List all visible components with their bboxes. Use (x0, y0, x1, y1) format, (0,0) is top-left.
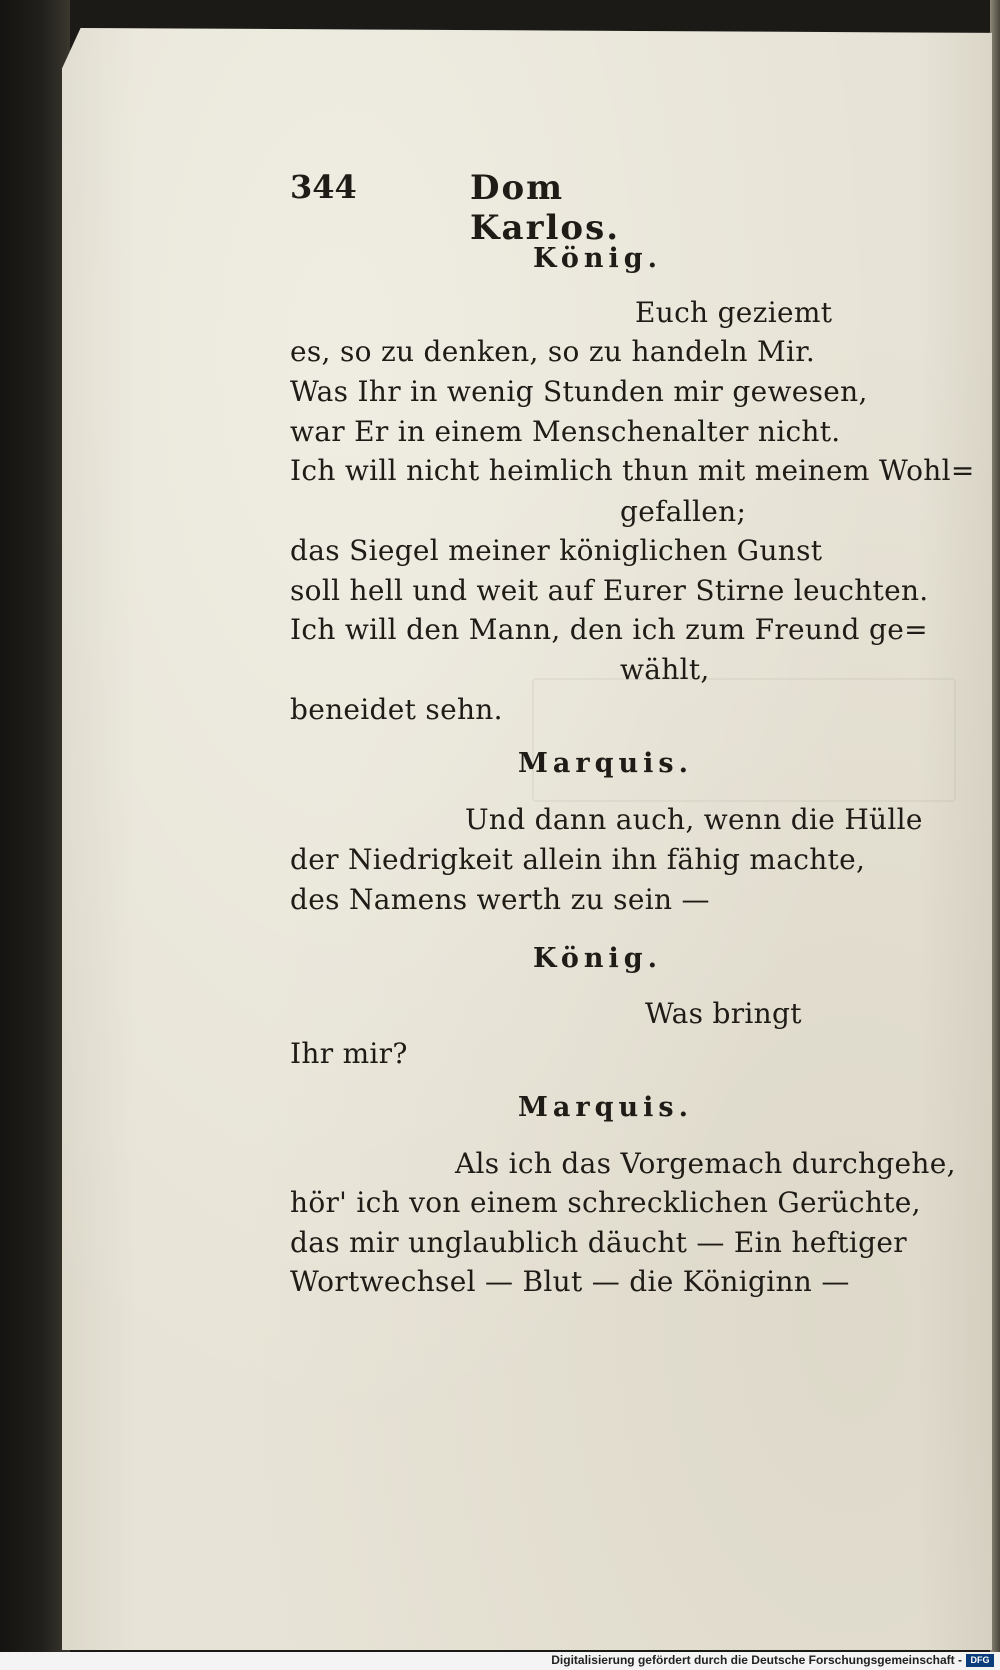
speaker-heading: Marquis. (518, 1092, 693, 1123)
verse-line: Und dann auch, wenn die Hülle (465, 803, 923, 836)
verse-line: der Niedrigkeit allein ihn fähig machte, (290, 843, 866, 876)
dfg-logo: DFG (966, 1654, 994, 1667)
verse-line: hör' ich von einem schrecklichen Gerüchte, (290, 1186, 921, 1219)
speaker-heading: König. (533, 243, 663, 274)
speaker-heading: König. (533, 943, 663, 974)
funding-credit: Digitalisierung gefördert durch die Deutsche Forschungsgemeinschaft - (551, 1653, 962, 1667)
speaker-heading: Marquis. (518, 748, 693, 779)
verse-line: das Siegel meiner königlichen Gunst (290, 534, 823, 567)
verse-line: Ich will nicht heimlich thun mit meinem Wohl= (290, 454, 975, 487)
book-gutter-shadow (0, 0, 70, 1670)
verse-line: Ich will den Mann, den ich zum Freund ge= (290, 613, 928, 646)
verse-line: es, so zu denken, so zu handeln Mir. (290, 335, 816, 368)
verse-line: Ihr mir? (290, 1037, 408, 1070)
page-header (290, 168, 710, 248)
verse-line: Euch geziemt (635, 296, 833, 329)
verse-line: Was bringt (645, 997, 802, 1030)
running-title: Dom Karlos. (470, 168, 621, 248)
verse-line: des Namens werth zu sein — (290, 883, 710, 916)
digitization-footer (0, 1652, 1000, 1670)
verse-line: soll hell und weit auf Eurer Stirne leuchten. (290, 574, 929, 607)
verse-line: Was Ihr in wenig Stunden mir gewesen, (290, 375, 868, 408)
verse-line: war Er in einem Menschenalter nicht. (290, 415, 841, 448)
book-page (62, 28, 992, 1650)
verse-line: das mir unglaublich däucht — Ein heftiger (290, 1226, 907, 1259)
verse-line: Als ich das Vorgemach durchgehe, (455, 1147, 956, 1180)
verse-line: Wortwechsel — Blut — die Königinn — (290, 1265, 850, 1298)
show-through-shadow (532, 678, 956, 802)
verse-line: beneidet sehn. (290, 693, 503, 726)
verse-line: gefallen; (620, 495, 747, 528)
verse-line: wählt, (620, 653, 710, 686)
page-number: 344 (290, 168, 357, 206)
